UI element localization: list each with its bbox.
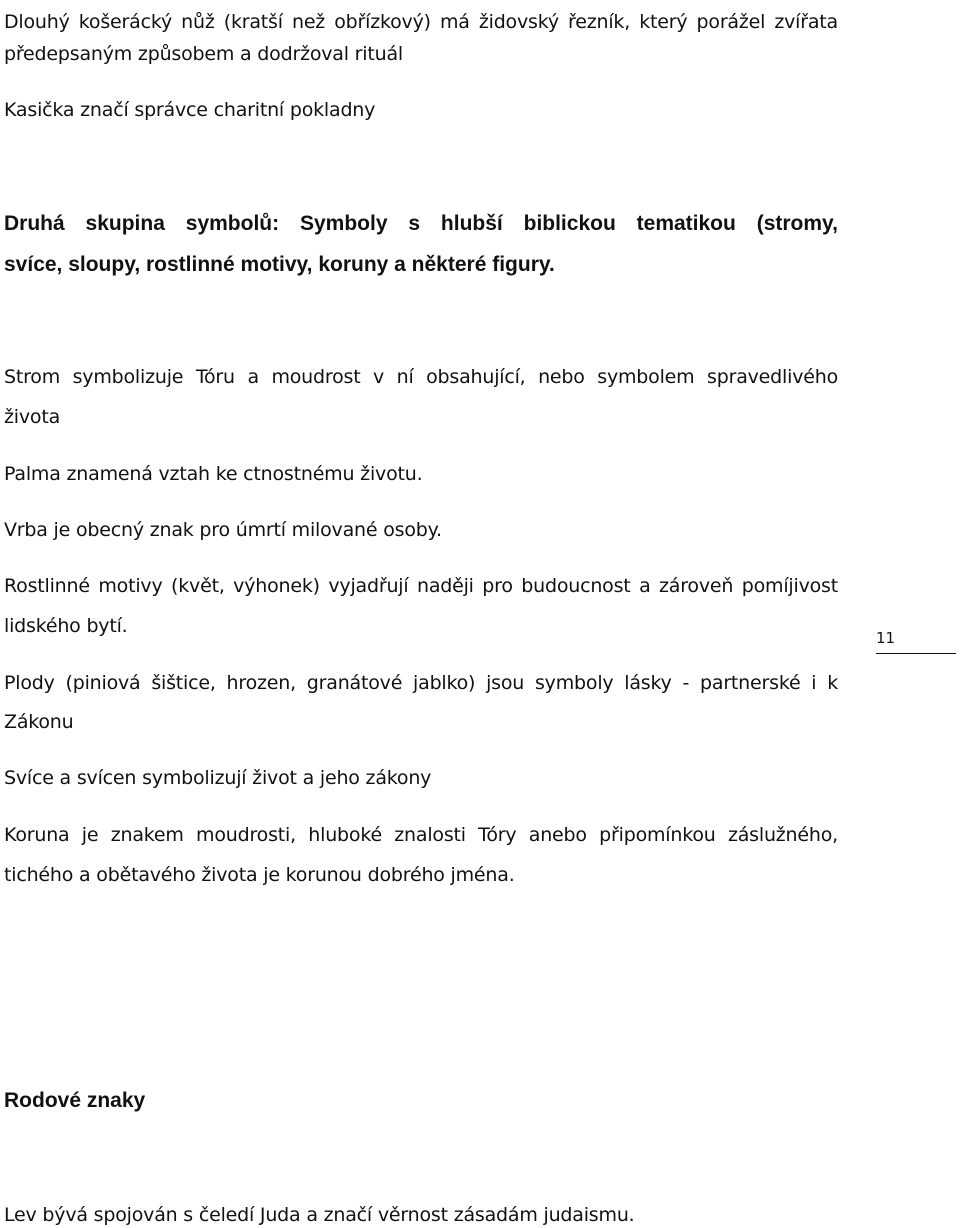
paragraph-candles: Svíce a svícen symbolizují život a jeho zákony: [4, 767, 432, 789]
paragraph-charity-box: Kasička značí správce charitní pokladny: [4, 99, 376, 121]
page-number: 11: [876, 628, 956, 654]
paragraph-willow: Vrba je obecný znak pro úmrtí milované osoby.: [4, 519, 442, 541]
heading-second-symbol-group-line-1: Druhá skupina symbolů: Symboly s hlubší biblickou tematikou (stromy,: [4, 212, 838, 235]
paragraph-lion: Lev bývá spojován s čeledí Juda a značí věrnost zásadám judaismu.: [4, 1204, 635, 1226]
paragraph-plant-motifs-line-2: lidského bytí.: [4, 615, 128, 637]
paragraph-fruits-line-2: Zákonu: [4, 711, 74, 733]
paragraph-fruits-line-1: Plody (piniová šištice, hrozen, granátové jablko) jsou symboly lásky - partnerské i k: [4, 672, 838, 694]
paragraph-crown-line-1: Koruna je znakem moudrosti, hluboké znalosti Tóry anebo připomínkou záslužného,: [4, 824, 838, 846]
paragraph-crown-line-2: tichého a obětavého života je korunou dobrého jména.: [4, 864, 515, 886]
paragraph-plant-motifs-line-1: Rostlinné motivy (květ, výhonek) vyjadřují naději pro budoucnost a zároveň pomíjivost: [4, 575, 838, 597]
heading-second-symbol-group-line-2: svíce, sloupy, rostlinné motivy, koruny a některé figury.: [4, 253, 555, 276]
paragraph-knife-line-1: Dlouhý košerácký nůž (kratší než obřízkový) má židovský řezník, který porážel zvířata: [4, 11, 838, 33]
paragraph-tree-line-1: Strom symbolizuje Tóru a moudrost v ní obsahující, nebo symbolem spravedlivého: [4, 366, 838, 388]
paragraph-tree-line-2: života: [4, 406, 61, 428]
paragraph-knife-line-2: předepsaným způsobem a dodržoval rituál: [4, 43, 403, 65]
paragraph-palm: Palma znamená vztah ke ctnostnému životu.: [4, 463, 423, 485]
section-heading-family-signs: Rodové znaky: [4, 1089, 146, 1112]
